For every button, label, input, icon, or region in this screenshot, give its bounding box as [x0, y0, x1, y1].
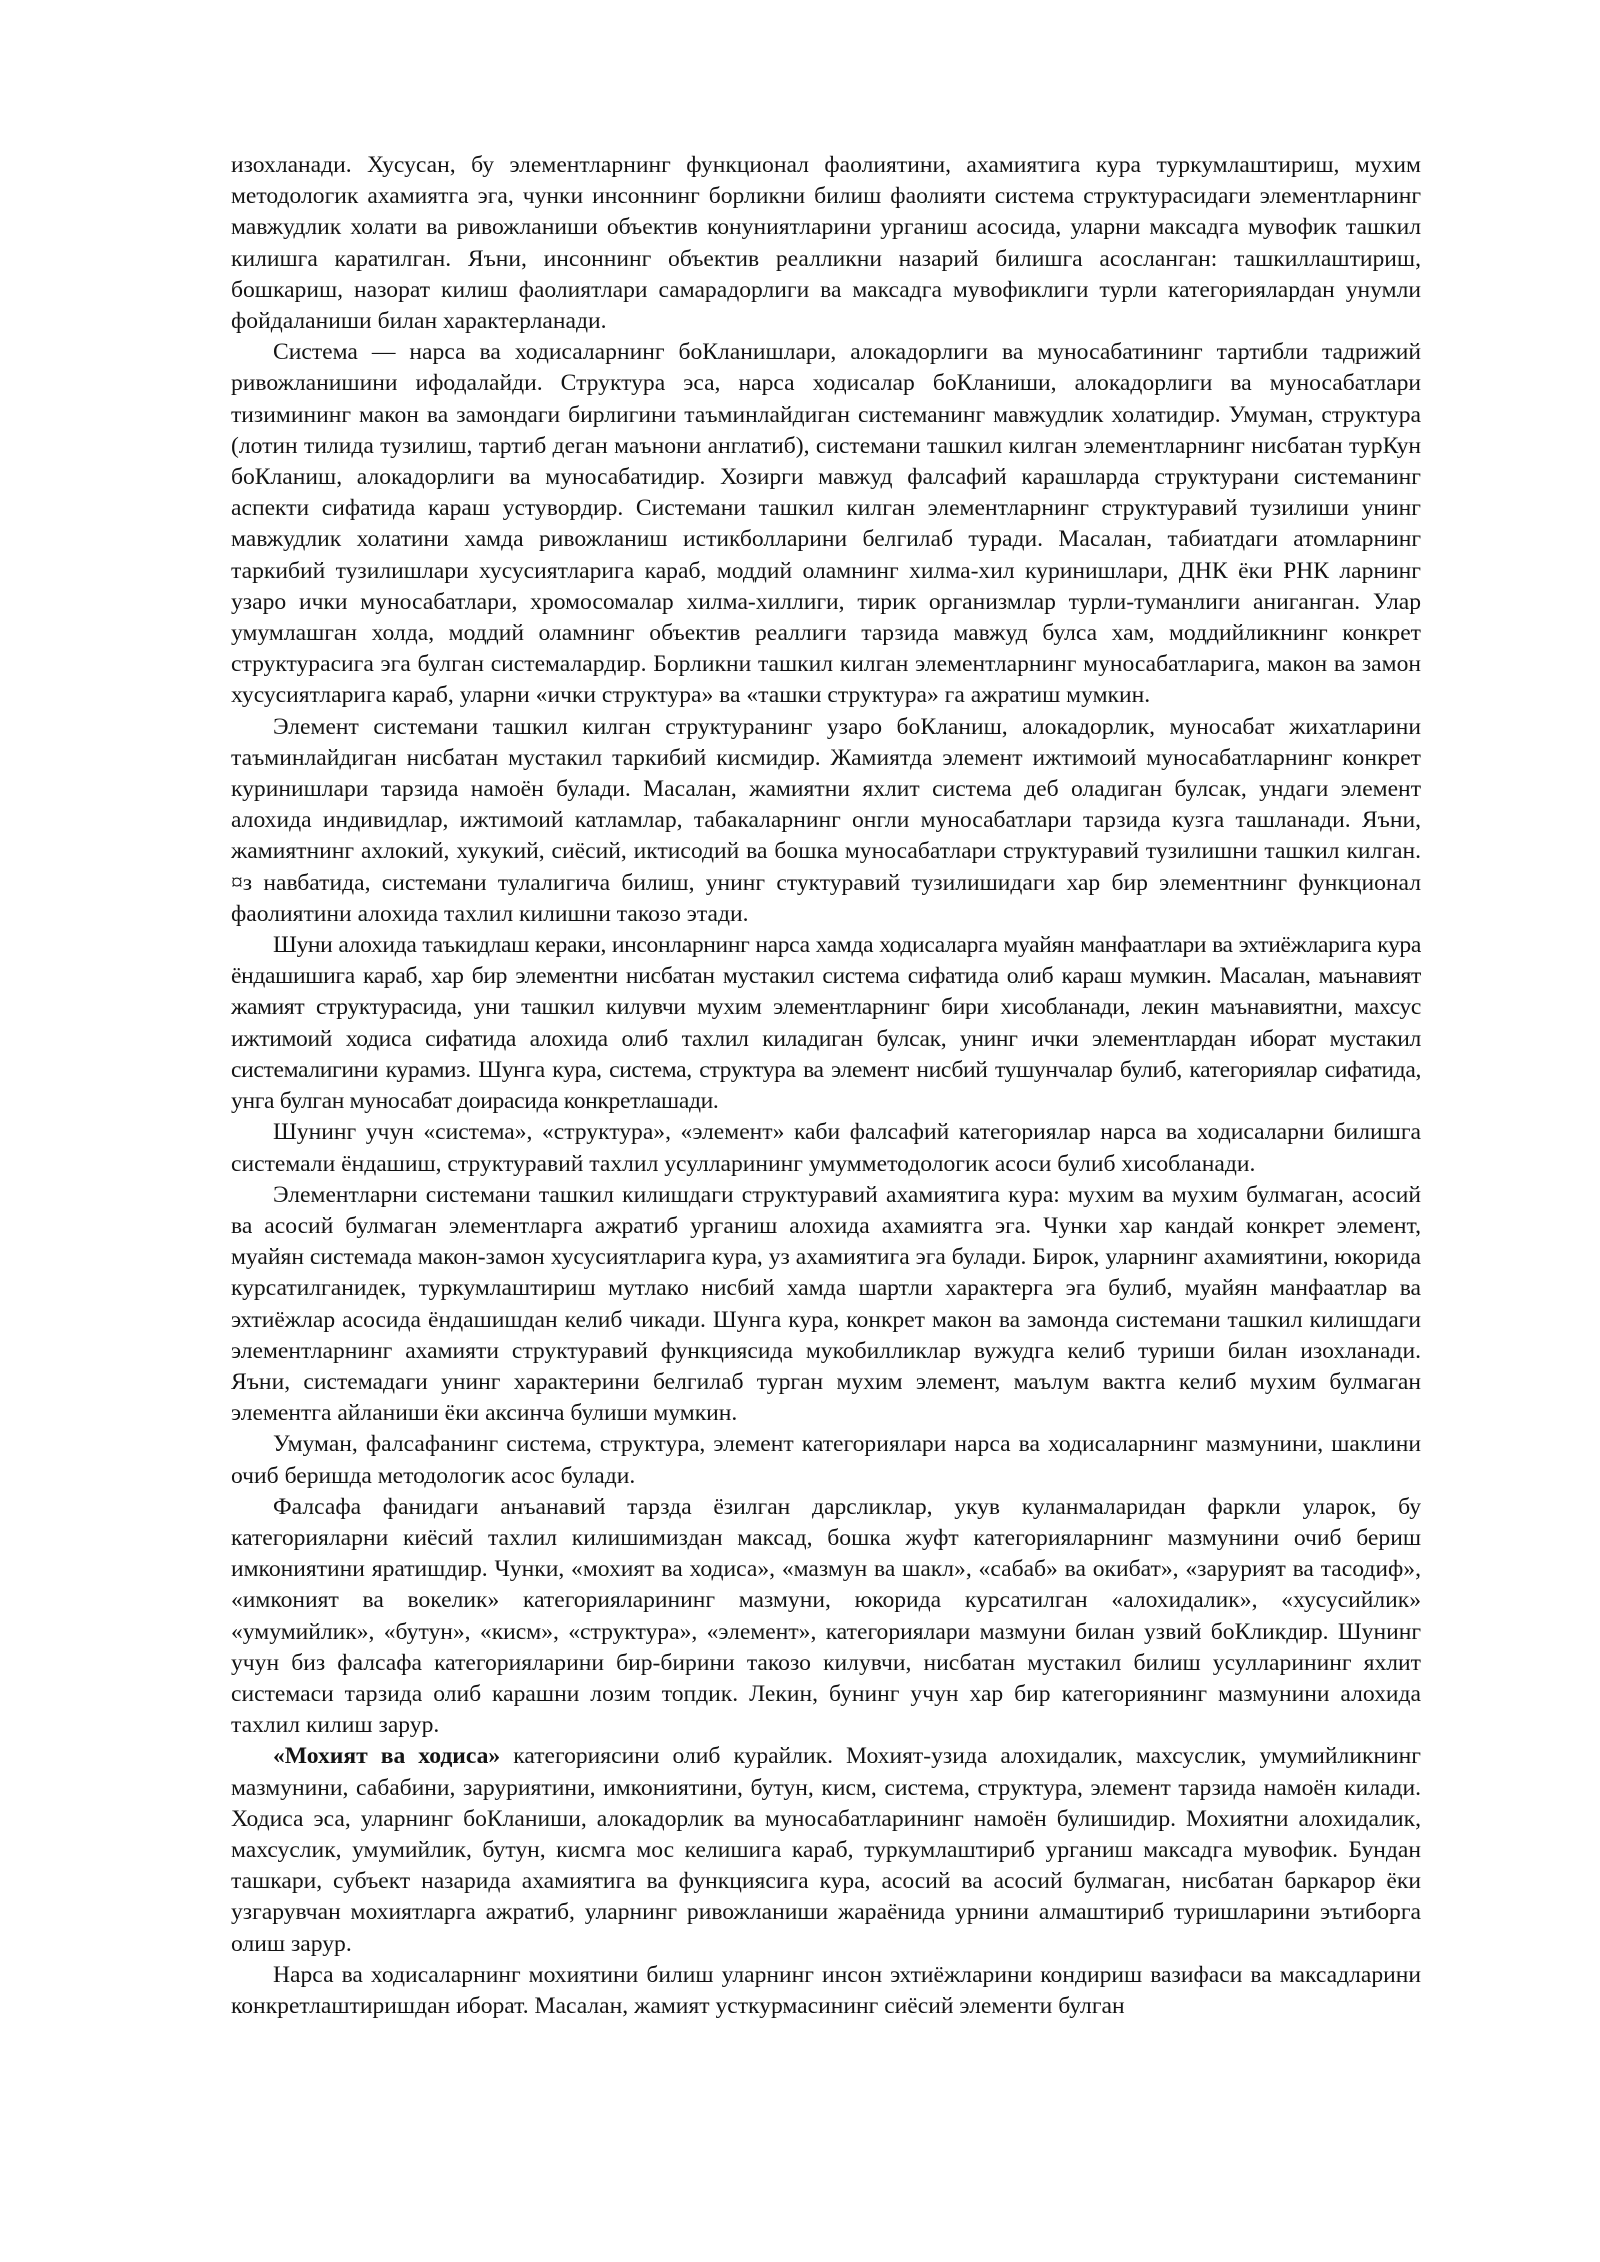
paragraph: изохланади. Хусусан, бу элементларнинг функционал фаолиятини, ахамиятига кура туркумлаштириш, мухим методологик ахамиятга эга, чунки инсоннинг борликни билиш фаолияти система структурасидаги элементларнинг мавжудлик холати ва ривожланиши объектив конуниятларини урганиш асосида, уларни максадга мувофик ташкил килишга каратилган. Яъни, инсоннинг объектив реалликни назарий билишга асосланган: ташкиллаштириш, бошкариш, назорат килиш фаолиятлари самарадорлиги ва максадга мувофиклиги турли категориялардан унумли фойдаланиши билан характерланади.	[231, 152, 1421, 335]
paragraph: Нарса ва ходисаларнинг мохиятини билиш уларнинг инсон эхтиёжларини кондириш вазифаси ва максадларини конкретлаштиришдан иборат. Масалан, жамият усткурмасининг сиёсий элементи булган	[231, 1961, 1421, 2019]
paragraph-text: категориясини олиб курайлик. Мохият-узида алохидалик, махсуслик, умумийликнинг мазмунини, сабабини, заруриятини, имкониятини, бутун, кисм, система, структура, элемент тарзида намоён килади. Ходиса эса, уларнинг боКланиши, алокадорлик ва муносабатларининг намоён булишидир. Мохиятни алохидалик, махсуслик, умумийлик, бутун, кисмга мос келишига караб, туркумлаштириб урганиш максадга мувофик. Бундан ташкари, субъект назарида ахамиятига ва функциясига кура, асосий ва асосий булмаган, нисбатан баркарор ёки узгарувчан мохиятларга ажратиб, уларнинг ривожланиши жараёнида урнини алмаштириб туришларини эътиборга олиш зарур.	[231, 1743, 1421, 1957]
paragraph: Элемент системани ташкил килган структуранинг узаро боКланиш, алокадорлик, муносабат жихатларини таъминлайдиган нисбатан мустакил таркибий кисмидир. Жамиятда элемент ижтимоий муносабатларнинг конкрет куринишлари тарзида намоён булади. Масалан, жамиятни яхлит система деб оладиган булсак, ундаги элемент алохида индивидлар, ижтимоий катламлар, табакаларнинг онгли муносабатлари тарзида кузга ташланади. Яъни, жамиятнинг ахлокий, хукукий, сиёсий, иктисодий ва бошка муносабатлари структуравий тузилишни ташкил килган. ¤з навбатида, системани тулалигича билиш, унинг стуктуравий тузилишидаги хар бир элементнинг функционал фаолиятини алохида тахлил килишни такозо этади.	[231, 713, 1421, 927]
document-page	[231, 150, 1421, 2022]
paragraph: Умуман, фалсафанинг система, структура, элемент категориялари нарса ва ходисаларнинг мазмунини, шаклини очиб беришда методологик асос булади.	[231, 1431, 1421, 1489]
paragraph-with-term	[231, 1741, 1421, 1959]
paragraph: Система — нарса ва ходисаларнинг боКланишлари, алокадорлиги ва муносабатининг тартибли тадрижий ривожланишини ифодалайди. Структура эса, нарса ходисалар боКланиши, алокадорлиги ва муносабатлари тизимининг макон ва замондаги бирлигини таъминлайдиган системанинг мавжудлик холатидир. Умуман, структура (лотин тилида тузилиш, тартиб деган маънони англатиб), системани ташкил килган элементларнинг нисбатан турКун боКланиш, алокадорлиги ва муносабатидир. Хозирги мавжуд фалсафий карашларда структурани системанинг аспекти сифатида караш устувордир. Системани ташкил килган элементларнинг структуравий тузилиши унинг мавжудлик холатини хамда ривожланиш истикболларини белгилаб туради. Масалан, табиатдаги атомларнинг таркибий тузилишлари хусусиятларига караб, моддий оламнинг хилма-хил куринишлари, ДНК ёки РНК ларнинг узаро ички муносабатлари, хромосомалар хилма-хиллиги, тирик организмлар турли-туманлиги аниганган. Улар умумлашган холда, моддий оламнинг объектив реаллиги тарзида мавжуд булса хам, моддийликнинг конкрет структурасига эга булган системалардир. Борликни ташкил килган элементларнинг муносабатларига, макон ва замон хусусиятларига караб, уларни «ички структура» ва «ташки структура» га ажратиш мумкин.	[231, 339, 1421, 709]
paragraph: Шуни алохида таъкидлаш кераки, инсонларнинг нарса хамда ходисаларга муайян манфаатлари ва эхтиёжларига кура ёндашишига караб, хар бир элементни нисбатан мустакил система сифатида олиб караш мумкин. Масалан, маънавият жамият структурасида, уни ташкил килувчи мухим элементларнинг бири хисобланади, лекин маънавиятни, махсус ижтимоий ходиса сифатида алохида олиб тахлил киладиган булсак, унинг ички элементлардан иборат мустакил системалигини курамиз. Шунга кура, система, структура ва элемент нисбий тушунчалар булиб, категориялар сифатида, унга булган муносабат доирасида конкретлашади.	[231, 932, 1421, 1115]
paragraph: Элементларни системани ташкил килишдаги структуравий ахамиятига кура: мухим ва мухим булмаган, асосий ва асосий булмаган элементларга ажратиб урганиш алохида ахамиятга эга. Чунки хар кандай конкрет элемент, муайян системада макон-замон хусусиятларига кура, уз ахамиятига эга булади. Бирок, уларнинг ахамиятини, юкорида курсатилганидек, туркумлаштириш мутлако нисбий хамда шартли характерга эга булиб, муайян манфаатлар ва эхтиёжлар асосида ёндашишдан келиб чикади. Шунга кура, конкрет макон ва замонда системани ташкил килишдаги элементларнинг ахамияти структуравий функциясида мукобилликлар вужудга келиб туриши билан изохланади. Яъни, системадаги унинг характерини белгилаб турган мухим элемент, маълум вактга келиб мухим булмаган элементга айланиши ёки аксинча булиши мумкин.	[231, 1181, 1421, 1427]
paragraph: Шунинг учун «система», «структура», «элемент» каби фалсафий категориялар нарса ва ходисаларни билишга системали ёндашиш, структуравий тахлил усулларининг умумметодологик асоси булиб хисобланади.	[231, 1119, 1421, 1177]
bold-term: «Мохият ва ходиса»	[273, 1743, 501, 1770]
paragraph: Фалсафа фанидаги анъанавий тарзда ёзилган дарсликлар, укув куланмаларидан фаркли уларок, бу категорияларни киёсий тахлил килишимиздан максад, бошка жуфт категорияларнинг мазмунини очиб бериш имкониятини яратишдир. Чунки, «мохият ва ходиса», «мазмун ва шакл», «сабаб» ва окибат», «зарурият ва тасодиф», «имконият ва вокелик» категорияларининг мазмуни, юкорида курсатилган «алохидалик», «хусусийлик» «умумийлик», «бутун», «кисм», «структура», «элемент», категориялари мазмуни билан узвий боКликдир. Шунинг учун биз фалсафа категорияларини бир-бирини такозо килувчи, нисбатан мустакил билиш усулларининг яхлит системаси тарзида олиб карашни лозим топдик. Лекин, бунинг учун хар бир категориянинг мазмунини алохида тахлил килиш зарур.	[231, 1493, 1421, 1739]
